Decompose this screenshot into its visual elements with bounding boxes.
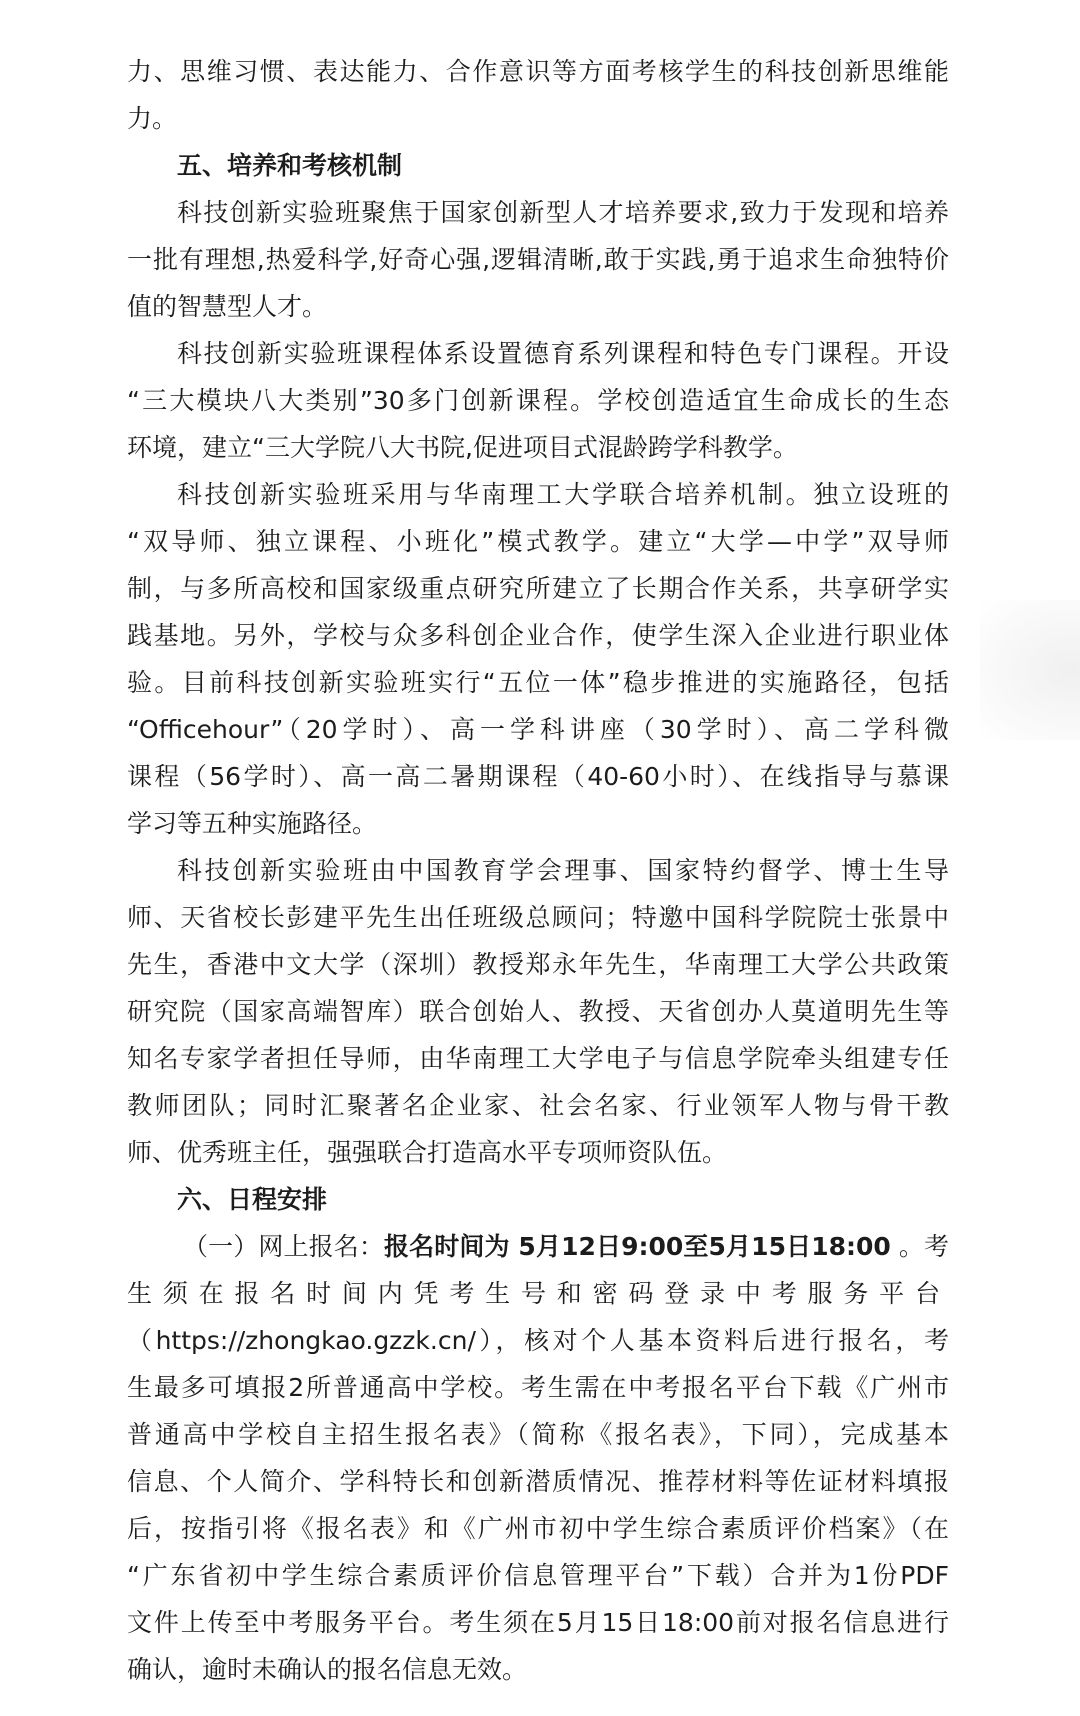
section-heading: 五、培养和考核机制 <box>177 151 403 180</box>
text-line: 信息、个人简介、学科特长和创新潜质情况、推荐材料等佐证材料填报 <box>127 1467 949 1496</box>
text-line: 研究院（国家高端智库）联合创始人、教授、天省创办人莫道明先生等 <box>127 997 949 1026</box>
text-line: 力。 <box>127 104 178 133</box>
paragraph-start: 科技创新实验班由中国教育学会理事、国家特约督学、博士生导 <box>177 856 949 885</box>
text-line: 普通高中学校自主招生报名表》（简称《报名表》，下同），完成基本 <box>127 1420 949 1449</box>
text-line: 文件上传至中考服务平台。考生须在5月15日18:00前对报名信息进行 <box>127 1608 949 1637</box>
document-body <box>127 48 949 1693</box>
registration-time: 报名时间为 5月12日9:00至5月15日18:00 <box>383 1232 891 1261</box>
paragraph-start: 科技创新实验班课程体系设置德育系列课程和特色专门课程。开设 <box>177 339 949 368</box>
text-line: 环境，建立“三大学院八大书院,促进项目式混龄跨学科教学。 <box>127 433 798 462</box>
text-line: “三大模块八大类别”30多门创新课程。学校创造适宜生命成长的生态 <box>127 386 949 415</box>
paragraph-start: 科技创新实验班采用与华南理工大学联合培养机制。独立设班的 <box>177 480 949 509</box>
text-line: 验。目前科技创新实验班实行“五位一体”稳步推进的实施路径，包括 <box>127 668 949 697</box>
text-line: 生须在报名时间内凭考生号和密码登录中考服务平台 <box>127 1279 949 1308</box>
text-line: “广东省初中学生综合素质评价信息管理平台”下载）合并为1份PDF <box>127 1561 949 1590</box>
text-line: 确认，逾时未确认的报名信息无效。 <box>127 1655 528 1684</box>
text-line: 值的智慧型人才。 <box>127 292 328 321</box>
text-line: “双导师、独立课程、小班化”模式教学。建立“大学—中学”双导师 <box>127 527 949 556</box>
text-line: “Officehour”（20学时）、高一学科讲座（30学时）、高二学科微 <box>127 715 949 744</box>
text-line: 力、思维习惯、表达能力、合作意识等方面考核学生的科技创新思维能 <box>127 57 949 86</box>
paragraph-start: 科技创新实验班聚焦于国家创新型人才培养要求,致力于发现和培养 <box>177 198 949 227</box>
schedule-prefix: （一）网上报名： <box>183 1232 384 1261</box>
text-line: 后，按指引将《报名表》和《广州市初中学生综合素质评价档案》（在 <box>127 1514 949 1543</box>
text-line: 一批有理想,热爱科学,好奇心强,逻辑清晰,敢于实践,勇于追求生命独特价 <box>127 245 949 274</box>
page-shadow <box>980 600 1080 740</box>
text-line: 生最多可填报2所普通高中学校。考生需在中考报名平台下载《广州市 <box>127 1373 949 1402</box>
text-line: 先生，香港中文大学（深圳）教授郑永年先生，华南理工大学公共政策 <box>127 950 949 979</box>
text-line: 制，与多所高校和国家级重点研究所建立了长期合作关系，共享研学实 <box>127 574 949 603</box>
text-line: 师、优秀班主任，强强联合打造高水平专项师资队伍。 <box>127 1138 728 1167</box>
section-heading: 六、日程安排 <box>177 1185 328 1214</box>
text-line: 践基地。另外，学校与众多科创企业合作，使学生深入企业进行职业体 <box>127 621 949 650</box>
text-line: 课程（56学时）、高一高二暑期课程（40-60小时）、在线指导与慕课 <box>127 762 949 791</box>
text-line: 学习等五种实施路径。 <box>127 809 378 838</box>
text-line: 师、天省校长彭建平先生出任班级总顾问；特邀中国科学院院士张景中 <box>127 903 949 932</box>
text-line: 教师团队；同时汇聚著名企业家、社会名家、行业领军人物与骨干教 <box>127 1091 949 1120</box>
schedule-line <box>127 1223 949 1270</box>
text-line: （https://zhongkao.gzzk.cn/），核对个人基本资料后进行报名，考 <box>127 1326 949 1355</box>
text-line: 知名专家学者担任导师，由华南理工大学电子与信息学院牵头组建专任 <box>127 1044 949 1073</box>
schedule-suffix: 。考 <box>890 1232 949 1261</box>
